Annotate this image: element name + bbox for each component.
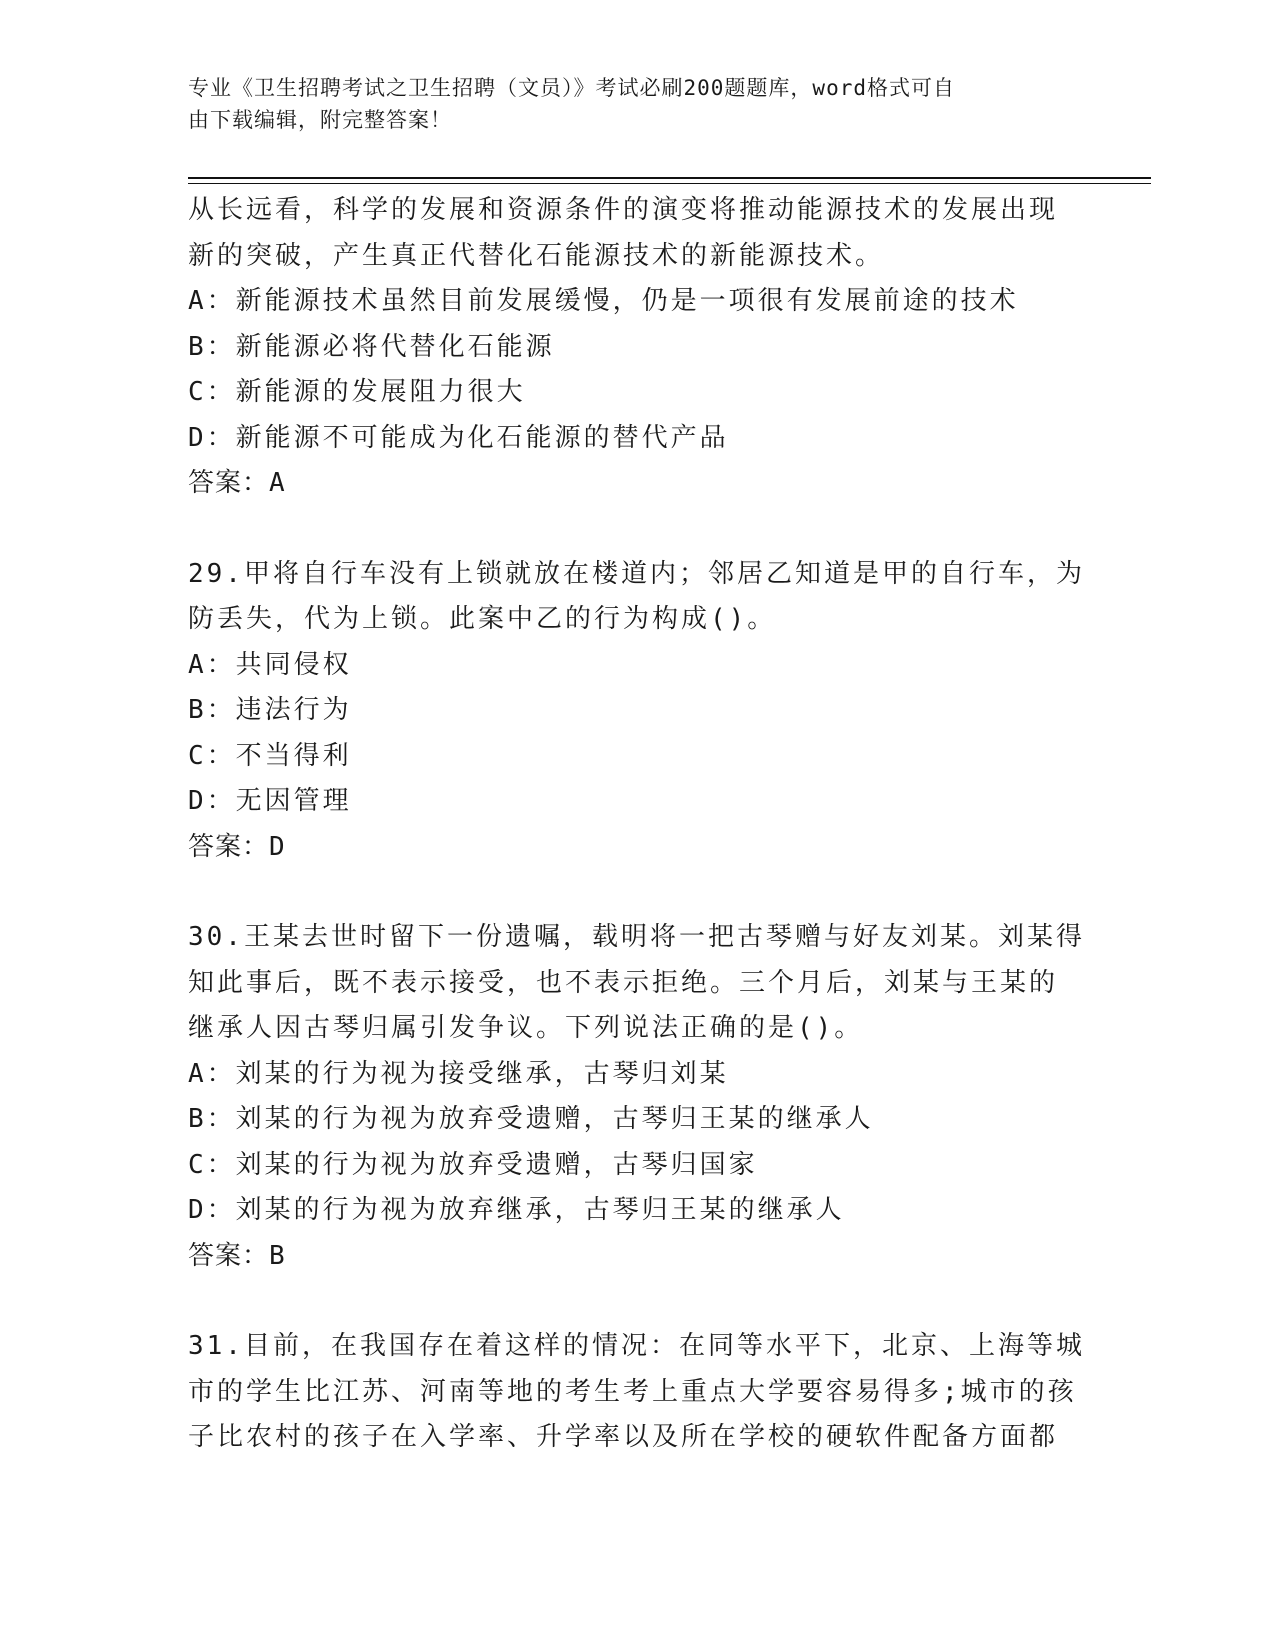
question-continued — [188, 188, 1088, 507]
option-a: A：新能源技术虽然目前发展缓慢，仍是一项很有发展前途的技术 — [188, 286, 1019, 316]
question-stem-line: 30.王某去世时留下一份遗嘱，载明将一把古琴赠与好友刘某。刘某得 — [188, 922, 1085, 952]
question-29 — [188, 552, 1088, 871]
question-stem-line: 子比农村的孩子在入学率、升学率以及所在学校的硬软件配备方面都 — [188, 1422, 1059, 1452]
option-d: D：无因管理 — [188, 786, 352, 816]
question-stem-line: 防丢失，代为上锁。此案中乙的行为构成()。 — [188, 604, 777, 634]
header-line-1: 专业《卫生招聘考试之卫生招聘（文员）》考试必刷200题题库，word格式可自 — [188, 76, 955, 100]
question-31 — [188, 1324, 1088, 1461]
option-a: A：刘某的行为视为接受继承，古琴归刘某 — [188, 1058, 729, 1089]
question-stem-line: 继承人因古琴归属引发争议。下列说法正确的是()。 — [188, 1013, 864, 1043]
option-c: C：刘某的行为视为放弃受遗赠，古琴归国家 — [188, 1149, 758, 1180]
option-c: C：新能源的发展阻力很大 — [188, 377, 526, 407]
page-header — [188, 72, 1068, 136]
header-line-2: 由下载编辑，附完整答案！ — [188, 108, 452, 132]
question-stem-line: 31.目前，在我国存在着这样的情况：在同等水平下，北京、上海等城 — [188, 1331, 1085, 1361]
option-b: B：新能源必将代替化石能源 — [188, 331, 555, 362]
answer-line: 答案：B — [188, 1240, 286, 1271]
answer-line: 答案：D — [188, 831, 286, 862]
document-body — [188, 188, 1088, 1461]
option-b: B：违法行为 — [188, 695, 352, 725]
option-a: A：共同侵权 — [188, 649, 352, 680]
option-b: B：刘某的行为视为放弃受遗赠，古琴归王某的继承人 — [188, 1104, 874, 1134]
question-stem-line: 新的突破，产生真正代替化石能源技术的新能源技术。 — [188, 240, 885, 271]
question-stem-line: 市的学生比江苏、河南等地的考生考上重点大学要容易得多;城市的孩 — [188, 1376, 1077, 1407]
header-rule-thick — [188, 177, 1151, 179]
question-stem-line: 29.甲将自行车没有上锁就放在楼道内；邻居乙知道是甲的自行车，为 — [188, 558, 1085, 589]
answer-line: 答案：A — [188, 468, 286, 498]
option-d: D：新能源不可能成为化石能源的替代产品 — [188, 422, 729, 453]
header-rule-thin — [188, 183, 1151, 184]
question-30 — [188, 915, 1088, 1279]
option-d: D：刘某的行为视为放弃继承，古琴归王某的继承人 — [188, 1195, 845, 1225]
question-stem-line: 从长远看，科学的发展和资源条件的演变将推动能源技术的发展出现 — [188, 195, 1059, 225]
option-c: C：不当得利 — [188, 740, 352, 771]
question-stem-line: 知此事后，既不表示接受，也不表示拒绝。三个月后，刘某与王某的 — [188, 967, 1059, 998]
